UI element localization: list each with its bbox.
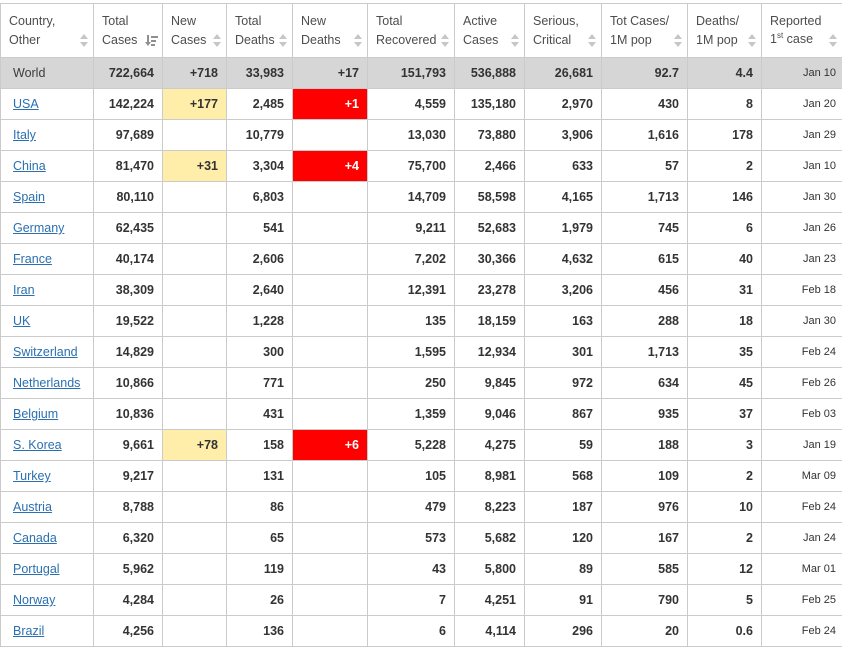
active-cases-cell: 12,934 xyxy=(455,337,525,368)
first-case-cell: Jan 10 xyxy=(762,151,842,182)
total-deaths-cell: 86 xyxy=(227,492,293,523)
table-row xyxy=(1,306,842,337)
total-cases-cell: 9,217 xyxy=(94,461,163,492)
country-cell xyxy=(1,182,94,213)
cases-per-1m-cell: 430 xyxy=(602,89,688,120)
country-link[interactable]: Netherlands xyxy=(13,376,81,390)
sort-icon xyxy=(510,34,519,47)
country-cell xyxy=(1,461,94,492)
deaths-per-1m-cell: 0.6 xyxy=(688,616,762,647)
sort-icon xyxy=(278,34,287,47)
world-label: World xyxy=(13,66,46,80)
new-deaths-cell xyxy=(293,461,368,492)
country-link[interactable]: Germany xyxy=(13,221,65,235)
cases-per-1m-cell: 745 xyxy=(602,213,688,244)
table-body xyxy=(1,58,842,647)
first-case-cell: Feb 25 xyxy=(762,585,842,616)
header-cell-deaths-per-1m[interactable] xyxy=(688,4,762,58)
new-cases-cell xyxy=(163,585,227,616)
country-cell xyxy=(1,151,94,182)
new-cases-cell xyxy=(163,120,227,151)
active-cases-cell: 5,682 xyxy=(455,523,525,554)
deaths-per-1m-cell: 37 xyxy=(688,399,762,430)
cases-per-1m-cell: 167 xyxy=(602,523,688,554)
country-cell xyxy=(1,89,94,120)
header-row xyxy=(1,4,842,58)
table-row xyxy=(1,461,842,492)
total-recovered-cell: 573 xyxy=(368,523,455,554)
table-row xyxy=(1,585,842,616)
total-deaths-cell: 771 xyxy=(227,368,293,399)
sort-icon xyxy=(587,34,596,47)
cases-per-1m-cell: 976 xyxy=(602,492,688,523)
country-link[interactable]: Austria xyxy=(13,500,52,514)
cases-per-1m-cell: 790 xyxy=(602,585,688,616)
total-recovered-cell: 13,030 xyxy=(368,120,455,151)
total-recovered-cell: 9,211 xyxy=(368,213,455,244)
total-recovered-cell: 6 xyxy=(368,616,455,647)
new-deaths-cell xyxy=(293,492,368,523)
sort-descending-active-icon xyxy=(145,34,158,47)
new-deaths-cell: +6 xyxy=(293,430,368,461)
new-deaths-cell xyxy=(293,399,368,430)
cases-per-1m-cell: 92.7 xyxy=(602,58,688,89)
table-row xyxy=(1,492,842,523)
new-deaths-cell xyxy=(293,213,368,244)
new-cases-cell xyxy=(163,399,227,430)
active-cases-cell: 58,598 xyxy=(455,182,525,213)
active-cases-cell: 536,888 xyxy=(455,58,525,89)
header-cell-serious-critical[interactable] xyxy=(525,4,602,58)
first-case-cell: Feb 24 xyxy=(762,616,842,647)
active-cases-cell: 8,981 xyxy=(455,461,525,492)
serious-critical-cell: 296 xyxy=(525,616,602,647)
serious-critical-cell: 4,165 xyxy=(525,182,602,213)
total-deaths-cell: 158 xyxy=(227,430,293,461)
first-case-cell: Jan 30 xyxy=(762,306,842,337)
total-recovered-cell: 7 xyxy=(368,585,455,616)
total-deaths-cell: 2,606 xyxy=(227,244,293,275)
header-cell-new-cases[interactable] xyxy=(163,4,227,58)
country-cell xyxy=(1,58,94,89)
country-cell xyxy=(1,554,94,585)
sort-icon xyxy=(673,34,682,47)
total-recovered-cell: 7,202 xyxy=(368,244,455,275)
new-cases-cell xyxy=(163,275,227,306)
cases-per-1m-cell: 20 xyxy=(602,616,688,647)
total-deaths-cell: 300 xyxy=(227,337,293,368)
deaths-per-1m-cell: 3 xyxy=(688,430,762,461)
country-link[interactable]: Portugal xyxy=(13,562,60,576)
deaths-per-1m-cell: 35 xyxy=(688,337,762,368)
cases-per-1m-cell: 288 xyxy=(602,306,688,337)
country-cell xyxy=(1,337,94,368)
serious-critical-cell: 972 xyxy=(525,368,602,399)
total-cases-cell: 40,174 xyxy=(94,244,163,275)
table-row xyxy=(1,337,842,368)
new-deaths-cell xyxy=(293,244,368,275)
total-cases-cell: 722,664 xyxy=(94,58,163,89)
country-cell xyxy=(1,275,94,306)
header-label: Total Recovered xyxy=(376,14,437,47)
deaths-per-1m-cell: 2 xyxy=(688,523,762,554)
table-row xyxy=(1,120,842,151)
new-deaths-cell xyxy=(293,337,368,368)
first-case-cell: Jan 26 xyxy=(762,213,842,244)
new-cases-cell xyxy=(163,244,227,275)
new-cases-cell xyxy=(163,182,227,213)
active-cases-cell: 4,251 xyxy=(455,585,525,616)
total-recovered-cell: 43 xyxy=(368,554,455,585)
header-cell-cases-per-1m[interactable] xyxy=(602,4,688,58)
country-link[interactable]: France xyxy=(13,252,52,266)
first-case-cell: Jan 30 xyxy=(762,182,842,213)
new-cases-cell xyxy=(163,523,227,554)
new-cases-cell xyxy=(163,306,227,337)
deaths-per-1m-cell: 146 xyxy=(688,182,762,213)
country-link[interactable]: Turkey xyxy=(13,469,51,483)
serious-critical-cell: 633 xyxy=(525,151,602,182)
sort-icon xyxy=(828,34,837,47)
active-cases-cell: 23,278 xyxy=(455,275,525,306)
total-deaths-cell: 6,803 xyxy=(227,182,293,213)
new-deaths-cell xyxy=(293,306,368,337)
total-cases-cell: 19,522 xyxy=(94,306,163,337)
cases-per-1m-cell: 935 xyxy=(602,399,688,430)
cases-per-1m-cell: 1,616 xyxy=(602,120,688,151)
serious-critical-cell: 2,970 xyxy=(525,89,602,120)
total-deaths-cell: 10,779 xyxy=(227,120,293,151)
country-cell xyxy=(1,399,94,430)
country-link[interactable]: China xyxy=(13,159,46,173)
covid-stats-table xyxy=(0,3,842,647)
active-cases-cell: 5,800 xyxy=(455,554,525,585)
deaths-per-1m-cell: 10 xyxy=(688,492,762,523)
country-link[interactable]: Brazil xyxy=(13,624,45,638)
cases-per-1m-cell: 1,713 xyxy=(602,337,688,368)
total-deaths-cell: 2,485 xyxy=(227,89,293,120)
total-cases-cell: 97,689 xyxy=(94,120,163,151)
header-cell-total-recovered[interactable] xyxy=(368,4,455,58)
serious-critical-cell: 1,979 xyxy=(525,213,602,244)
total-deaths-cell: 26 xyxy=(227,585,293,616)
new-deaths-cell xyxy=(293,554,368,585)
header-label: Tot Cases/ 1M pop xyxy=(610,14,670,47)
total-recovered-cell: 479 xyxy=(368,492,455,523)
first-case-cell: Jan 24 xyxy=(762,523,842,554)
deaths-per-1m-cell: 8 xyxy=(688,89,762,120)
cases-per-1m-cell: 634 xyxy=(602,368,688,399)
header-cell-reported-first-case[interactable] xyxy=(762,4,842,58)
total-cases-cell: 5,962 xyxy=(94,554,163,585)
country-cell xyxy=(1,120,94,151)
header-cell-total-cases[interactable] xyxy=(94,4,163,58)
new-cases-cell: +177 xyxy=(163,89,227,120)
total-cases-cell: 14,829 xyxy=(94,337,163,368)
serious-critical-cell: 89 xyxy=(525,554,602,585)
total-cases-cell: 4,284 xyxy=(94,585,163,616)
country-link[interactable]: USA xyxy=(13,97,39,111)
header-label: New Deaths xyxy=(301,14,341,47)
serious-critical-cell: 3,206 xyxy=(525,275,602,306)
table-row xyxy=(1,399,842,430)
table-row xyxy=(1,554,842,585)
table-row xyxy=(1,616,842,647)
header-label: Serious, Critical xyxy=(533,14,579,47)
new-deaths-cell xyxy=(293,368,368,399)
first-case-cell: Jan 20 xyxy=(762,89,842,120)
total-cases-cell: 142,224 xyxy=(94,89,163,120)
total-deaths-cell: 136 xyxy=(227,616,293,647)
active-cases-cell: 9,046 xyxy=(455,399,525,430)
first-case-cell: Jan 19 xyxy=(762,430,842,461)
total-cases-cell: 6,320 xyxy=(94,523,163,554)
country-cell xyxy=(1,368,94,399)
new-cases-cell xyxy=(163,616,227,647)
first-case-cell: Jan 23 xyxy=(762,244,842,275)
country-link[interactable]: S. Korea xyxy=(13,438,62,452)
table-row xyxy=(1,275,842,306)
first-case-cell: Mar 01 xyxy=(762,554,842,585)
active-cases-cell: 9,845 xyxy=(455,368,525,399)
cases-per-1m-cell: 188 xyxy=(602,430,688,461)
serious-critical-cell: 187 xyxy=(525,492,602,523)
serious-critical-cell: 91 xyxy=(525,585,602,616)
total-deaths-cell: 431 xyxy=(227,399,293,430)
new-cases-cell: +718 xyxy=(163,58,227,89)
table-row xyxy=(1,182,842,213)
total-recovered-cell: 250 xyxy=(368,368,455,399)
deaths-per-1m-cell: 12 xyxy=(688,554,762,585)
total-recovered-cell: 75,700 xyxy=(368,151,455,182)
country-cell xyxy=(1,492,94,523)
new-deaths-cell xyxy=(293,585,368,616)
total-recovered-cell: 1,359 xyxy=(368,399,455,430)
active-cases-cell: 4,275 xyxy=(455,430,525,461)
country-link[interactable]: Iran xyxy=(13,283,35,297)
country-cell xyxy=(1,306,94,337)
total-cases-cell: 80,110 xyxy=(94,182,163,213)
total-deaths-cell: 131 xyxy=(227,461,293,492)
serious-critical-cell: 163 xyxy=(525,306,602,337)
active-cases-cell: 52,683 xyxy=(455,213,525,244)
header-label: New Cases xyxy=(171,14,207,47)
country-cell xyxy=(1,523,94,554)
first-case-cell: Feb 24 xyxy=(762,337,842,368)
deaths-per-1m-cell: 2 xyxy=(688,151,762,182)
serious-critical-cell: 59 xyxy=(525,430,602,461)
total-cases-cell: 8,788 xyxy=(94,492,163,523)
new-deaths-cell xyxy=(293,616,368,647)
header-cell-new-deaths[interactable] xyxy=(293,4,368,58)
serious-critical-cell: 4,632 xyxy=(525,244,602,275)
total-cases-cell: 62,435 xyxy=(94,213,163,244)
deaths-per-1m-cell: 4.4 xyxy=(688,58,762,89)
sort-icon xyxy=(353,34,362,47)
first-case-cell: Jan 29 xyxy=(762,120,842,151)
sort-icon xyxy=(440,34,449,47)
total-cases-cell: 10,836 xyxy=(94,399,163,430)
new-deaths-cell xyxy=(293,275,368,306)
total-recovered-cell: 12,391 xyxy=(368,275,455,306)
table-row xyxy=(1,523,842,554)
first-case-cell: Feb 24 xyxy=(762,492,842,523)
table-row xyxy=(1,430,842,461)
new-deaths-cell xyxy=(293,523,368,554)
table-row xyxy=(1,151,842,182)
total-deaths-cell: 2,640 xyxy=(227,275,293,306)
total-recovered-cell: 4,559 xyxy=(368,89,455,120)
active-cases-cell: 18,159 xyxy=(455,306,525,337)
table-header xyxy=(1,4,842,58)
total-deaths-cell: 119 xyxy=(227,554,293,585)
total-deaths-cell: 541 xyxy=(227,213,293,244)
serious-critical-cell: 120 xyxy=(525,523,602,554)
header-label: Active Cases xyxy=(463,14,499,47)
total-recovered-cell: 151,793 xyxy=(368,58,455,89)
new-cases-cell xyxy=(163,213,227,244)
active-cases-cell: 2,466 xyxy=(455,151,525,182)
header-label: Country, Other xyxy=(9,14,56,47)
deaths-per-1m-cell: 18 xyxy=(688,306,762,337)
total-recovered-cell: 5,228 xyxy=(368,430,455,461)
total-recovered-cell: 14,709 xyxy=(368,182,455,213)
country-link[interactable]: Spain xyxy=(13,190,45,204)
serious-critical-cell: 3,906 xyxy=(525,120,602,151)
new-cases-cell xyxy=(163,461,227,492)
new-deaths-cell xyxy=(293,120,368,151)
header-cell-total-deaths[interactable] xyxy=(227,4,293,58)
table-row xyxy=(1,89,842,120)
header-label: Reported 1st case xyxy=(770,14,822,47)
new-cases-cell: +78 xyxy=(163,430,227,461)
first-case-cell: Feb 26 xyxy=(762,368,842,399)
cases-per-1m-cell: 615 xyxy=(602,244,688,275)
header-label: Deaths/ 1M pop xyxy=(696,14,740,47)
total-recovered-cell: 105 xyxy=(368,461,455,492)
header-cell-active-cases[interactable] xyxy=(455,4,525,58)
country-link[interactable]: UK xyxy=(13,314,31,328)
country-link[interactable]: Norway xyxy=(13,593,56,607)
total-cases-cell: 4,256 xyxy=(94,616,163,647)
new-deaths-cell xyxy=(293,182,368,213)
sort-icon xyxy=(212,34,221,47)
country-link[interactable]: Switzerland xyxy=(13,345,78,359)
total-deaths-cell: 33,983 xyxy=(227,58,293,89)
header-label: Total Cases xyxy=(102,14,138,47)
total-cases-cell: 38,309 xyxy=(94,275,163,306)
serious-critical-cell: 26,681 xyxy=(525,58,602,89)
deaths-per-1m-cell: 31 xyxy=(688,275,762,306)
new-cases-cell: +31 xyxy=(163,151,227,182)
active-cases-cell: 4,114 xyxy=(455,616,525,647)
country-link[interactable]: Italy xyxy=(13,128,36,142)
first-case-cell: Feb 03 xyxy=(762,399,842,430)
cases-per-1m-cell: 456 xyxy=(602,275,688,306)
new-cases-cell xyxy=(163,492,227,523)
deaths-per-1m-cell: 6 xyxy=(688,213,762,244)
country-link[interactable]: Belgium xyxy=(13,407,59,421)
first-case-cell: Feb 18 xyxy=(762,275,842,306)
country-link[interactable]: Canada xyxy=(13,531,57,545)
total-deaths-cell: 65 xyxy=(227,523,293,554)
sort-icon xyxy=(747,34,756,47)
header-cell-country[interactable] xyxy=(1,4,94,58)
country-cell xyxy=(1,430,94,461)
total-recovered-cell: 1,595 xyxy=(368,337,455,368)
new-deaths-cell: +17 xyxy=(293,58,368,89)
table-row xyxy=(1,368,842,399)
total-cases-cell: 81,470 xyxy=(94,151,163,182)
new-deaths-cell: +1 xyxy=(293,89,368,120)
cases-per-1m-cell: 109 xyxy=(602,461,688,492)
cases-per-1m-cell: 585 xyxy=(602,554,688,585)
serious-critical-cell: 568 xyxy=(525,461,602,492)
serious-critical-cell: 867 xyxy=(525,399,602,430)
new-cases-cell xyxy=(163,554,227,585)
total-cases-cell: 9,661 xyxy=(94,430,163,461)
active-cases-cell: 8,223 xyxy=(455,492,525,523)
new-cases-cell xyxy=(163,368,227,399)
table-row xyxy=(1,213,842,244)
table-row xyxy=(1,244,842,275)
sort-icon xyxy=(79,34,88,47)
active-cases-cell: 30,366 xyxy=(455,244,525,275)
total-recovered-cell: 135 xyxy=(368,306,455,337)
total-deaths-cell: 1,228 xyxy=(227,306,293,337)
deaths-per-1m-cell: 2 xyxy=(688,461,762,492)
cases-per-1m-cell: 1,713 xyxy=(602,182,688,213)
first-case-cell: Mar 09 xyxy=(762,461,842,492)
world-row xyxy=(1,58,842,89)
header-label: Total Deaths xyxy=(235,14,275,47)
country-cell xyxy=(1,585,94,616)
country-cell xyxy=(1,616,94,647)
cases-per-1m-cell: 57 xyxy=(602,151,688,182)
first-case-cell: Jan 10 xyxy=(762,58,842,89)
new-deaths-cell: +4 xyxy=(293,151,368,182)
deaths-per-1m-cell: 40 xyxy=(688,244,762,275)
active-cases-cell: 135,180 xyxy=(455,89,525,120)
total-deaths-cell: 3,304 xyxy=(227,151,293,182)
total-cases-cell: 10,866 xyxy=(94,368,163,399)
serious-critical-cell: 301 xyxy=(525,337,602,368)
deaths-per-1m-cell: 45 xyxy=(688,368,762,399)
active-cases-cell: 73,880 xyxy=(455,120,525,151)
new-cases-cell xyxy=(163,337,227,368)
deaths-per-1m-cell: 5 xyxy=(688,585,762,616)
country-cell xyxy=(1,244,94,275)
deaths-per-1m-cell: 178 xyxy=(688,120,762,151)
country-cell xyxy=(1,213,94,244)
